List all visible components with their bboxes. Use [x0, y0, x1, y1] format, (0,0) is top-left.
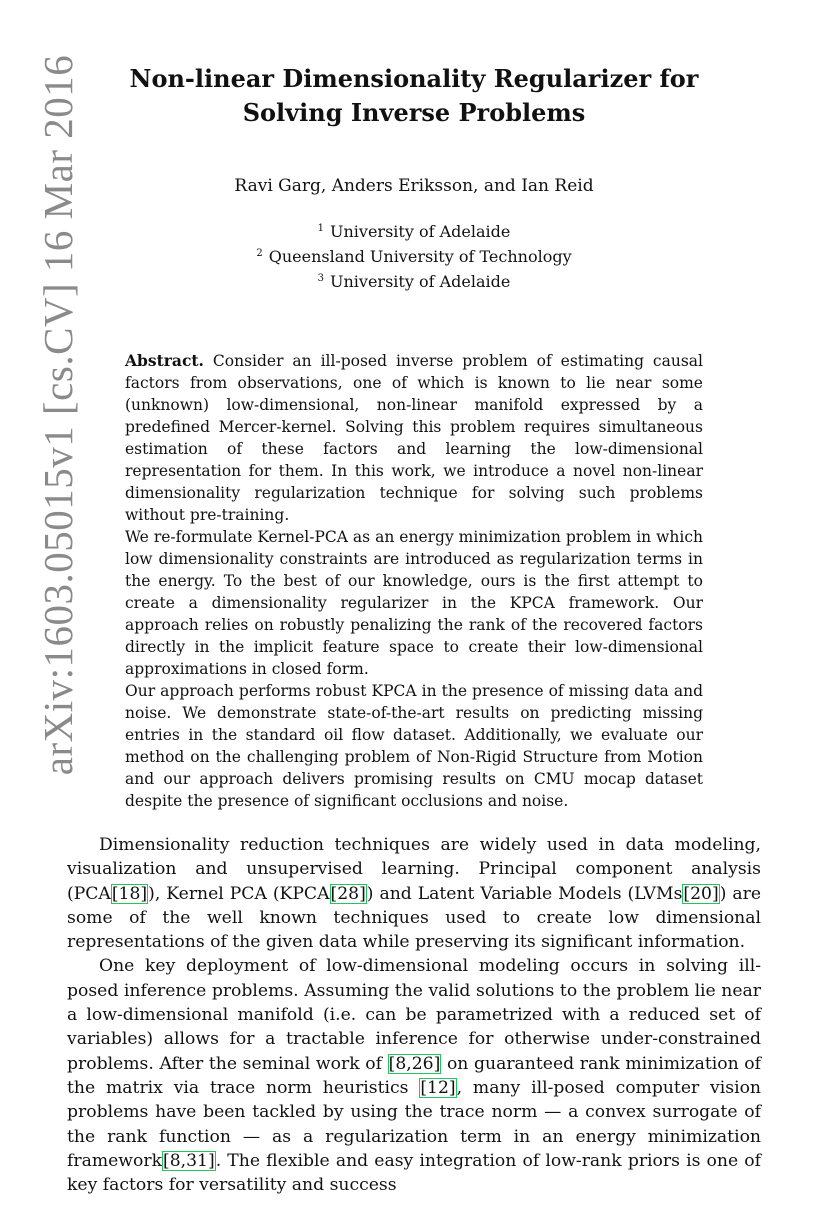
affiliation-3: $^3$ University of Adelaide [317, 272, 511, 291]
citation-link[interactable]: [8,26] [388, 1053, 441, 1074]
citation-link[interactable]: [18] [111, 883, 148, 904]
abstract-paragraph-2: We re-formulate Kernel-PCA as an energy minimization problem in which low dimensionality constraints are introduced as regularization terms in the energy. To the best of our knowledge, ours is the first attempt to create a dimensionality regularizer in the KPCA framework. Our approach relies on robustly penalizing the rank of the recovered factors directly in the implicit feature space to create their low-dimensional approximations in closed form. [125, 528, 703, 678]
citation-link[interactable]: [8,31] [163, 1150, 215, 1171]
abstract [125, 350, 703, 812]
affiliation-2: $^2$ Queensland University of Technology [256, 247, 572, 266]
affiliation-1: $^1$ University of Adelaide [317, 222, 511, 241]
citation-link[interactable]: [20] [683, 883, 719, 904]
affiliation-list [100, 218, 728, 293]
title-line-2: Solving Inverse Problems [242, 98, 586, 127]
body-paragraph-2: One key deployment of low-dimensional modeling occurs in solving ill-posed inference problems. Assuming the valid solutions to the problem lie near a low-dimensional manifold (i.e. can be parametrized with a reduced set of variables) allows for a tractable inference for otherwise under-constrained problems. After the seminal work of [8,26] on guaranteed rank minimization of the matrix via trace norm heuristics [12], many ill-posed computer vision problems have been tackled by using the trace norm — a convex surrogate of the rank function — as a regularization term in an energy minimization framework[8,31]. The flexible and easy integration of low-rank priors is one of key factors for versatility and success [67, 956, 762, 1196]
abstract-paragraph-3: Our approach performs robust KPCA in the presence of missing data and noise. We demonstrate state-of-the-art results on predicting missing entries in the standard oil flow dataset. Additionally, we evaluate our method on the challenging problem of Non-Rigid Structure from Motion and our approach delivers promising results on CMU mocap dataset despite the presence of significant occlusions and noise. [125, 682, 703, 810]
arxiv-identifier [30, 54, 86, 776]
citation-link[interactable]: [28] [330, 883, 366, 904]
abstract-paragraph-1: Abstract. Consider an ill-posed inverse problem of estimating causal factors from observations, one of which is known to lie near some (unknown) low-dimensional, non-linear manifold expressed by a predefined Mercer-kernel. Solving this problem requires simultaneous estimation of these factors and learning the low-dimensional representation for them. In this work, we introduce a novel non-linear dimensionality regularization technique for solving such problems without pre-training. [125, 351, 703, 524]
introduction-text [67, 833, 761, 1197]
body-paragraph-1: Dimensionality reduction techniques are widely used in data modeling, visualization and unsupervised learning. Principal component analysis (PCA[18]), Kernel PCA (KPCA[28]) and Latent Variable Models (LVMs[20]) are some of the well known techniques used to create low dimensional representations of the given data while preserving its significant information. [67, 835, 761, 953]
paper-title [100, 62, 728, 130]
title-line-1: Non-linear Dimensionality Regularizer for [129, 64, 699, 93]
abstract-label: Abstract. [125, 351, 204, 370]
citation-link[interactable]: [12] [420, 1077, 456, 1098]
author-list: Ravi Garg, Anders Eriksson, and Ian Reid [234, 176, 594, 196]
arxiv-identifier-text: arXiv:1603.05015v1 [cs.CV] 16 Mar 2016 [35, 54, 81, 776]
